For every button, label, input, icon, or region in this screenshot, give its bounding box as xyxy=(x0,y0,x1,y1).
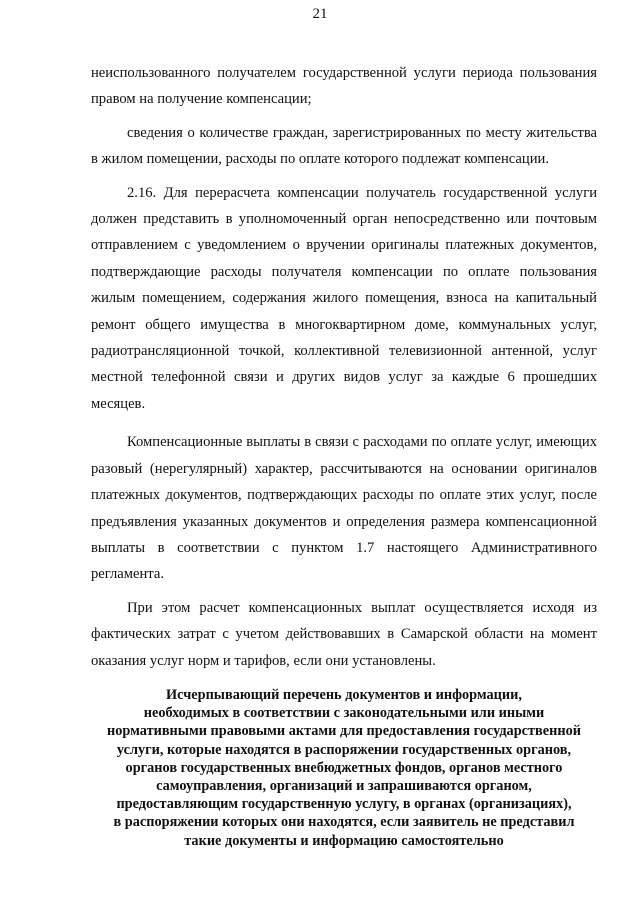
document-body xyxy=(91,60,597,674)
heading-line: органов государственных внебюджетных фондов, органов местного xyxy=(125,759,563,776)
heading-line: предоставляющим государственную услугу, в органах (организациях), xyxy=(116,796,572,813)
paragraph-continuation: неиспользованного получателем государственной услуги периода пользования правом на получение компенсации; xyxy=(91,65,597,108)
paragraph-2-16-recalculation: 2.16. Для перерасчета компенсации получатель государственной услуги должен представить в уполномоченный орган непосредственно или почтовым отправлением с уведомлением о вручении оригиналы платежных документов, подтверждающие расходы получателя компенсации по оплате пользования жилым помещением, содержания жилого помещения, взноса на капитальный ремонт общего имущества в многоквартирном доме, коммунальных услуг, радиотрансляционной точкой, коллективной телевизионной антенной, услуг местной телефонной связи и других видов услуг за каждые 6 прошедших месяцев. xyxy=(91,184,597,412)
paragraph-calculation-basis: При этом расчет компенсационных выплат осуществляется исходя из фактических затрат с учетом действовавших в Самарской области на момент оказания услуг норм и тарифов, если они установлены. xyxy=(91,599,597,669)
heading-line: такие документы и информацию самостоятельно xyxy=(184,832,504,849)
heading-line: Исчерпывающий перечень документов и информации, xyxy=(166,687,522,703)
heading-line: услуги, которые находятся в распоряжении государственных органов, xyxy=(116,741,572,758)
page-number: 21 xyxy=(312,6,328,22)
heading-line: самоуправления, организаций и запрашиваются органом, xyxy=(156,778,532,795)
heading-line: необходимых в соответствии с законодательными или иными xyxy=(143,705,545,722)
heading-line: в распоряжении которых они находятся, если заявитель не представил xyxy=(113,814,575,831)
paragraph-residents-info: сведения о количестве граждан, зарегистрированных по месту жительства в жилом помещении, расходы по оплате которого подлежат компенсации. xyxy=(91,124,597,168)
heading-line: нормативными правовыми актами для предоставления государственной xyxy=(107,723,581,740)
paragraph-one-time-payments: Компенсационные выплаты в связи с расходами по оплате услуг, имеющих разовый (нерегулярный) характер, рассчитываются на основании оригиналов платежных документов, подтверждающих расходы по оплате этих услуг, после предъявления указанных документов и определения размера компенсационной выплаты в соответствии с пунктом 1.7 настоящего Административного регламента. xyxy=(91,434,597,583)
section-heading xyxy=(92,686,596,850)
